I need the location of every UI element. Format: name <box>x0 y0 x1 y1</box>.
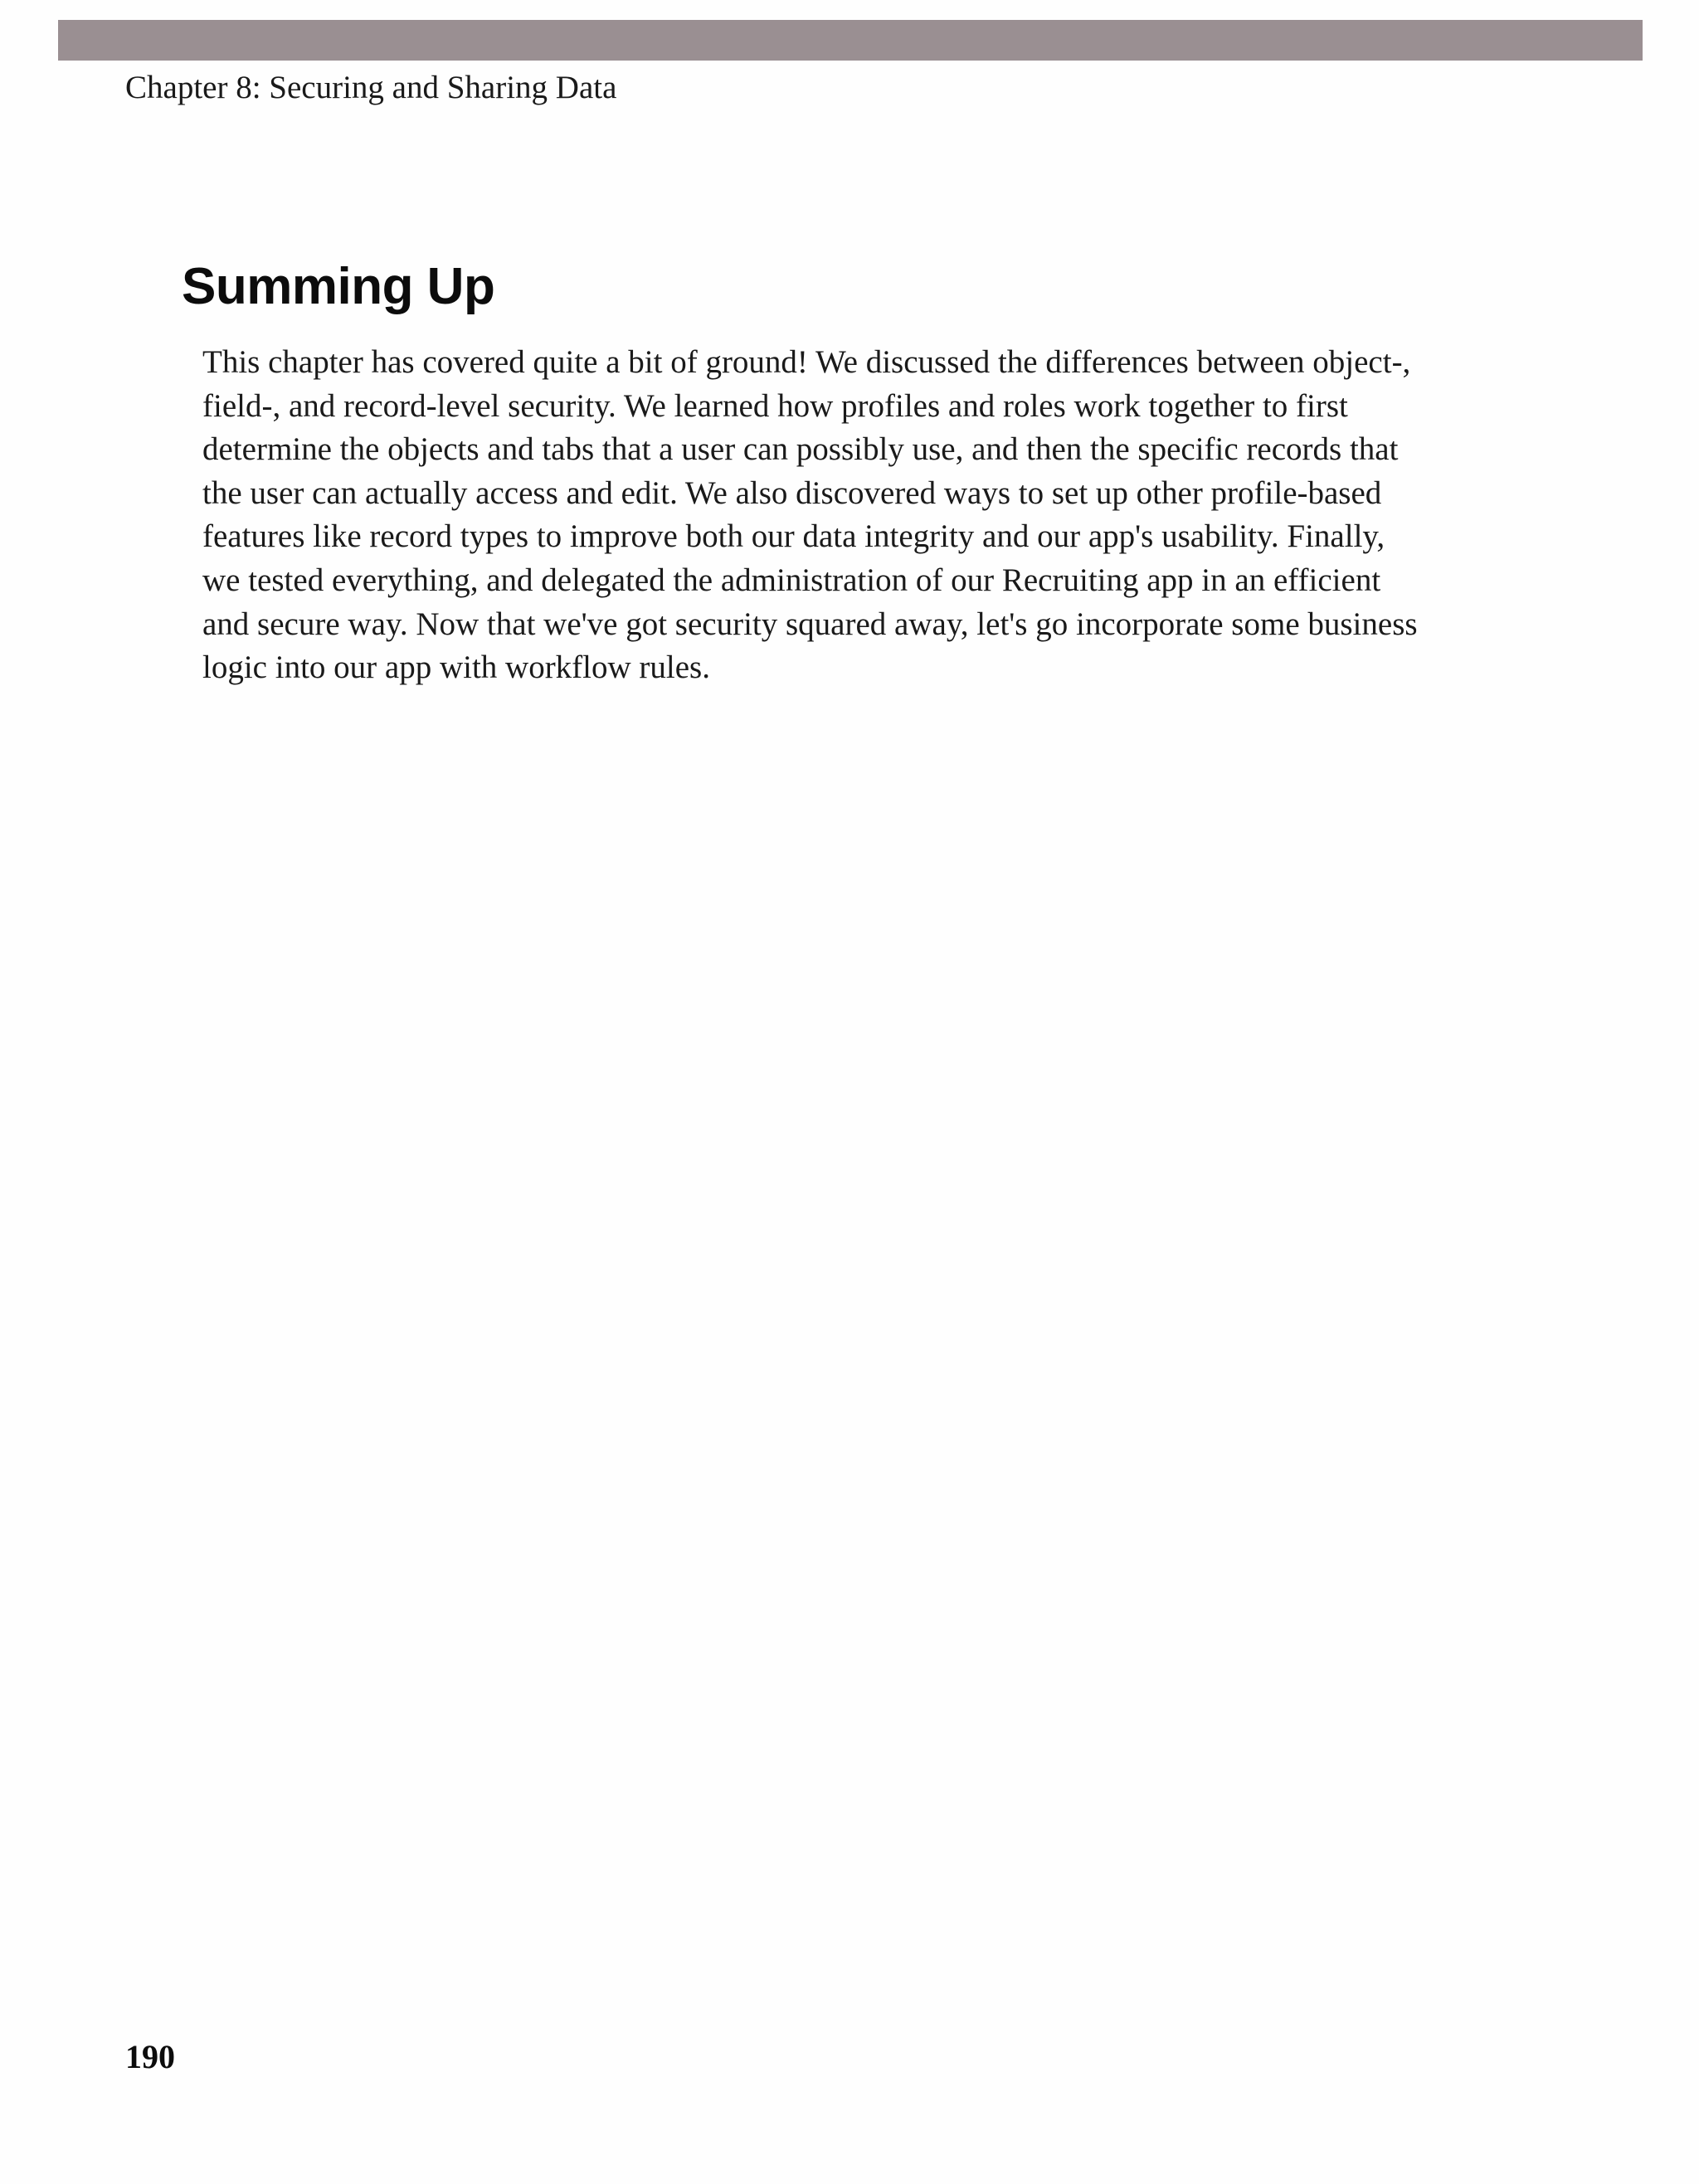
page-number: 190 <box>125 2038 175 2075</box>
paragraph-line: and secure way. Now that we've got security squared away, let's go incorporate some business <box>202 606 1418 642</box>
section-title: Summing Up <box>182 258 495 315</box>
paragraph-line: features like record types to improve both our data integrity and our app's usability. Finally, <box>202 518 1385 555</box>
paragraph-line: This chapter has covered quite a bit of ground! We discussed the differences between object-, <box>202 344 1411 380</box>
paragraph-line: field-, and record-level security. We learned how profiles and roles work together to first <box>202 387 1348 424</box>
paragraph-line: we tested everything, and delegated the administration of our Recruiting app in an efficient <box>202 562 1381 598</box>
paragraph-line: the user can actually access and edit. We also discovered ways to set up other profile-based <box>202 474 1382 511</box>
paragraph-line: logic into our app with workflow rules. <box>202 649 710 686</box>
paragraph-line: determine the objects and tabs that a user can possibly use, and then the specific records that <box>202 431 1399 468</box>
running-header: Chapter 8: Securing and Sharing Data <box>125 70 617 105</box>
header-bar <box>58 20 1643 61</box>
body-paragraph <box>202 341 1497 690</box>
